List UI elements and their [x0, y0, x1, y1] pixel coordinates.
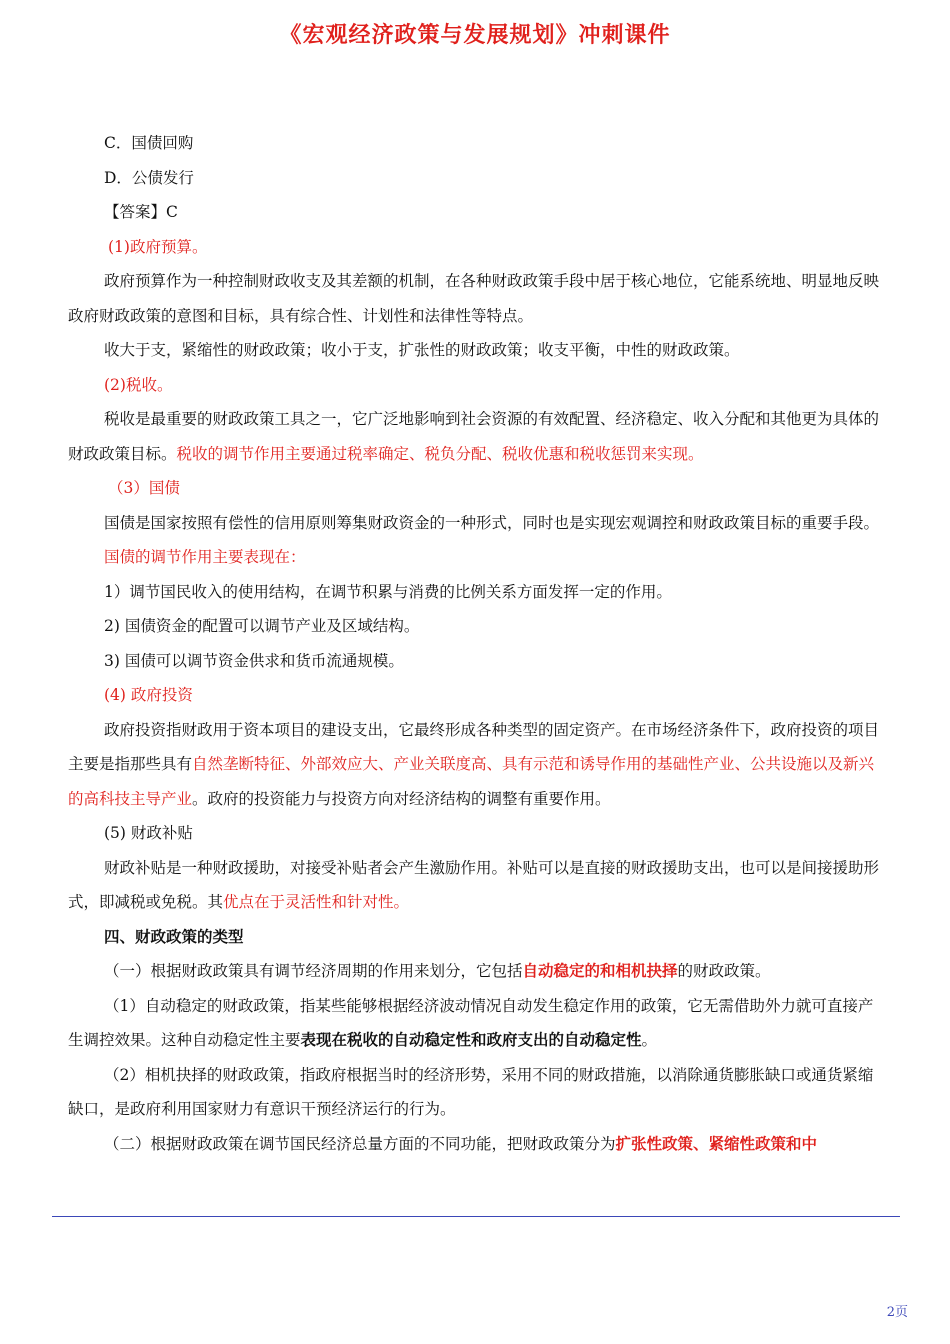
text-span: 政府投资指财政用于资本项目的建设支出，它最终形成各种类型的固定资产。在市场经济条件下，政府投资的项目主要是指那些具有: [68, 720, 880, 773]
answer-line: 【答案】C: [104, 203, 178, 221]
text-span: （二）根据财政政策在调节国民经济总量方面的不同功能，把财政政策分为: [104, 1134, 616, 1153]
text-span: 税收是最重要的财政政策工具之一，它广泛地影响到社会资源的有效配置、经济稳定、收入分配和其他更为具体的财政政策目标。: [68, 410, 880, 463]
paragraph: [68, 402, 888, 471]
section-heading-investment: (4) 政府投资: [104, 686, 193, 704]
text-span: 。政府的投资能力与投资方向对经济结构的调整有重要作用。: [192, 789, 611, 808]
highlight-text: 优点在于灵活性和针对性。: [223, 893, 410, 911]
option-d: D．公债发行: [104, 168, 194, 187]
paragraph: （2）相机抉择的财政政策，指政府根据当时的经济形势，采用不同的财政措施，以消除通货膨胀缺口或通货紧缩缺口，是政府利用国家财力有意识干预经济运行的行为。: [68, 1065, 874, 1118]
list-item: 3) 国债可以调节资金供求和货币流通规模。: [104, 651, 404, 670]
section-heading-tax: (2)税收。: [104, 375, 173, 394]
page-number: 2页: [886, 1305, 908, 1320]
highlight-paragraph: 国债的调节作用主要表现在：: [104, 548, 306, 566]
paragraph: [68, 713, 888, 817]
highlight-text: 自动稳定的和相机抉择: [522, 962, 678, 980]
highlight-text: 税收的调节作用主要通过税率确定、税负分配、税收优惠和税收惩罚来实现。: [176, 444, 704, 463]
paragraph: 国债是国家按照有偿性的信用原则筹集财政资金的一种形式，同时也是实现宏观调控和财政政策目标的重要手段。: [104, 513, 880, 532]
paragraph: 政府预算作为一种控制财政收支及其差额的机制，在各种财政政策手段中居于核心地位，它能系统地、明显地反映政府财政政策的意图和目标，具有综合性、计划性和法律性等特点。: [68, 272, 880, 325]
list-item: 2) 国债资金的配置可以调节产业及区域结构。: [104, 617, 420, 635]
text-span: 财政补贴是一种财政援助，对接受补贴者会产生激励作用。补贴可以是直接的财政援助支出，也可以是间接援助形式，即减税或免税。其: [68, 858, 880, 911]
section-heading-subsidy: (5) 财政补贴: [104, 824, 193, 842]
text-span: 。: [641, 1031, 658, 1049]
document-title: 《宏观经济政策与发展规划》冲刺课件: [279, 23, 671, 48]
paragraph: 收大于支，紧缩性的财政政策；收小于支，扩张性的财政政策；收支平衡，中性的财政政策。: [104, 341, 740, 359]
text-span: 的财政政策。: [677, 962, 771, 980]
paragraph: [68, 851, 888, 920]
bold-text: 表现在税收的自动稳定性和政府支出的自动稳定性: [300, 1031, 642, 1049]
text-span: （1）自动稳定的财政政策，指某些能够根据经济波动情况自动发生稳定作用的政策，它无需借助外力就可直接产生调控效果。这种自动稳定性主要: [68, 996, 874, 1049]
highlight-text: 扩张性政策、紧缩性政策和中: [615, 1134, 818, 1153]
paragraph: [68, 954, 888, 989]
section-heading-budget: (1)政府预算。: [108, 237, 208, 256]
text-span: （一）根据财政政策具有调节经济周期的作用来划分，它包括: [104, 962, 523, 980]
footer-divider: [52, 1216, 900, 1217]
section-heading-bonds: （3）国债: [108, 479, 180, 497]
option-c: C．国债回购: [104, 134, 194, 152]
paragraph: [68, 1127, 888, 1162]
section-heading-types: 四、财政政策的类型: [104, 927, 244, 946]
paragraph: [68, 989, 888, 1058]
document-body: [68, 126, 888, 1161]
list-item: 1）调节国民收入的使用结构，在调节积累与消费的比例关系方面发挥一定的作用。: [104, 582, 672, 601]
highlight-text: 自然垄断特征、外部效应大、产业关联度高、具有示范和诱导作用的基础性产业、公共设施以及新兴的高科技主导产业: [68, 755, 875, 808]
